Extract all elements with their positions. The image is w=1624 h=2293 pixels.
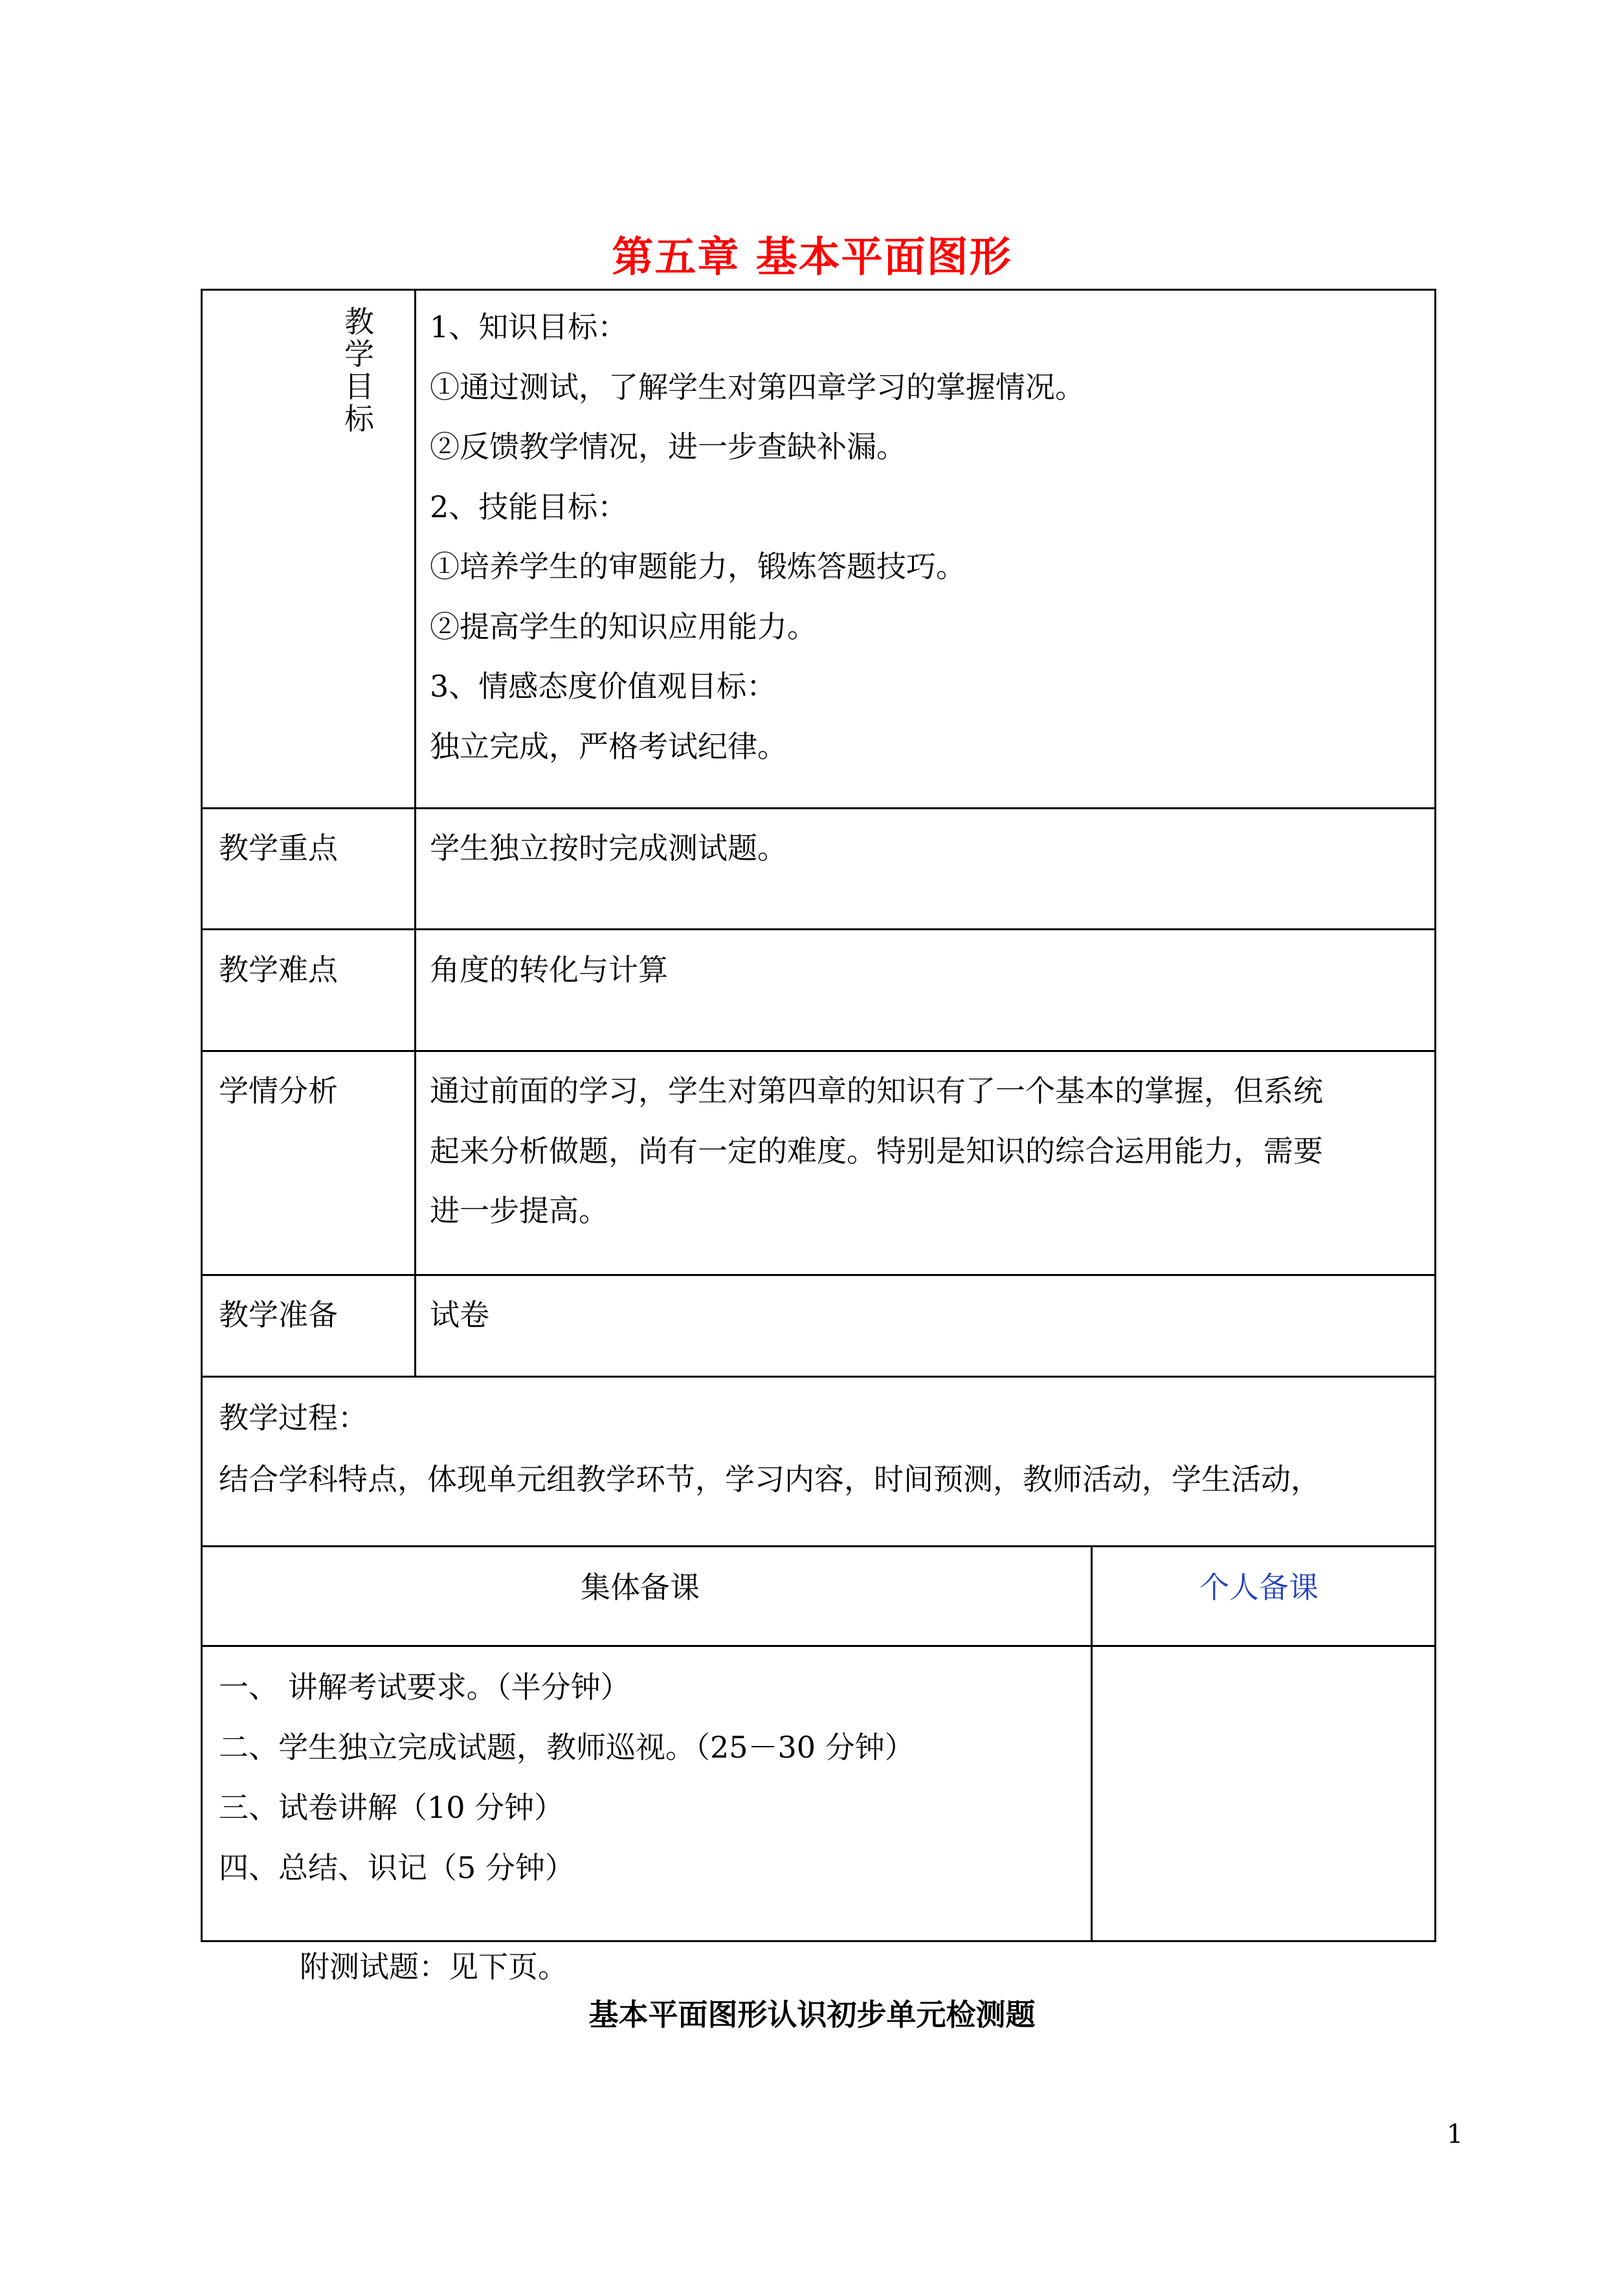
row-divider xyxy=(201,1645,1436,1647)
row-divider xyxy=(201,1376,1436,1378)
objectives-line: 2、技能目标： xyxy=(430,489,628,524)
collective-plan-header: 集体备课 xyxy=(581,1570,700,1605)
column-divider xyxy=(1091,1545,1093,1942)
objectives-line: ②提高学生的知识应用能力。 xyxy=(430,609,817,644)
analysis-line: 起来分析做题，尚有一定的难度。特别是知识的综合运用能力，需要 xyxy=(430,1134,1323,1169)
lesson-step: 一、 讲解考试要求。（半分钟） xyxy=(219,1670,630,1705)
lesson-step: 三、试卷讲解（10 分钟） xyxy=(219,1790,564,1825)
process-label: 教学过程： xyxy=(219,1400,368,1435)
column-divider xyxy=(414,289,416,1378)
key-points-content: 学生独立按时完成测试题。 xyxy=(430,831,787,866)
objectives-line: 1、知识目标： xyxy=(430,309,628,344)
personal-plan-header: 个人备课 xyxy=(1199,1570,1318,1605)
footnote: 附测试题：见下页。 xyxy=(300,1949,568,1984)
lesson-step: 四、总结、识记（5 分钟） xyxy=(219,1850,575,1885)
objectives-label: 教 学 目 标 xyxy=(344,304,374,436)
difficulties-label: 教学难点 xyxy=(219,952,338,987)
analysis-label: 学情分析 xyxy=(219,1073,338,1108)
row-divider xyxy=(201,1050,1436,1052)
key-points-label: 教学重点 xyxy=(219,831,338,866)
test-subtitle: 基本平面图形认识初步单元检测题 xyxy=(588,1997,1036,2032)
page-title: 第五章 基本平面图形 xyxy=(612,233,1012,282)
difficulties-content: 角度的转化与计算 xyxy=(430,952,668,987)
process-content: 结合学科特点，体现单元组教学环节，学习内容，时间预测，教师活动，学生活动， xyxy=(219,1462,1320,1497)
objectives-line: 独立完成，严格考试纪律。 xyxy=(430,729,787,764)
objectives-line: ②反馈教学情况，进一步查缺补漏。 xyxy=(430,429,906,464)
preparation-content: 试卷 xyxy=(430,1297,489,1332)
page-number: 1 xyxy=(1447,2120,1463,2149)
row-divider xyxy=(201,1545,1436,1547)
row-divider xyxy=(201,1274,1436,1276)
objectives-line: ①通过测试，了解学生对第四章学习的掌握情况。 xyxy=(430,370,1085,405)
objectives-line: ①培养学生的审题能力，锻炼答题技巧。 xyxy=(430,549,966,584)
lesson-step: 二、学生独立完成试题，教师巡视。（25－30 分钟） xyxy=(219,1730,915,1765)
row-divider xyxy=(201,928,1436,930)
preparation-label: 教学准备 xyxy=(219,1297,338,1332)
analysis-line: 进一步提高。 xyxy=(430,1193,608,1228)
objectives-line: 3、情感态度价值观目标： xyxy=(430,669,777,704)
row-divider xyxy=(201,807,1436,809)
analysis-line: 通过前面的学习，学生对第四章的知识有了一个基本的掌握，但系统 xyxy=(430,1073,1323,1108)
